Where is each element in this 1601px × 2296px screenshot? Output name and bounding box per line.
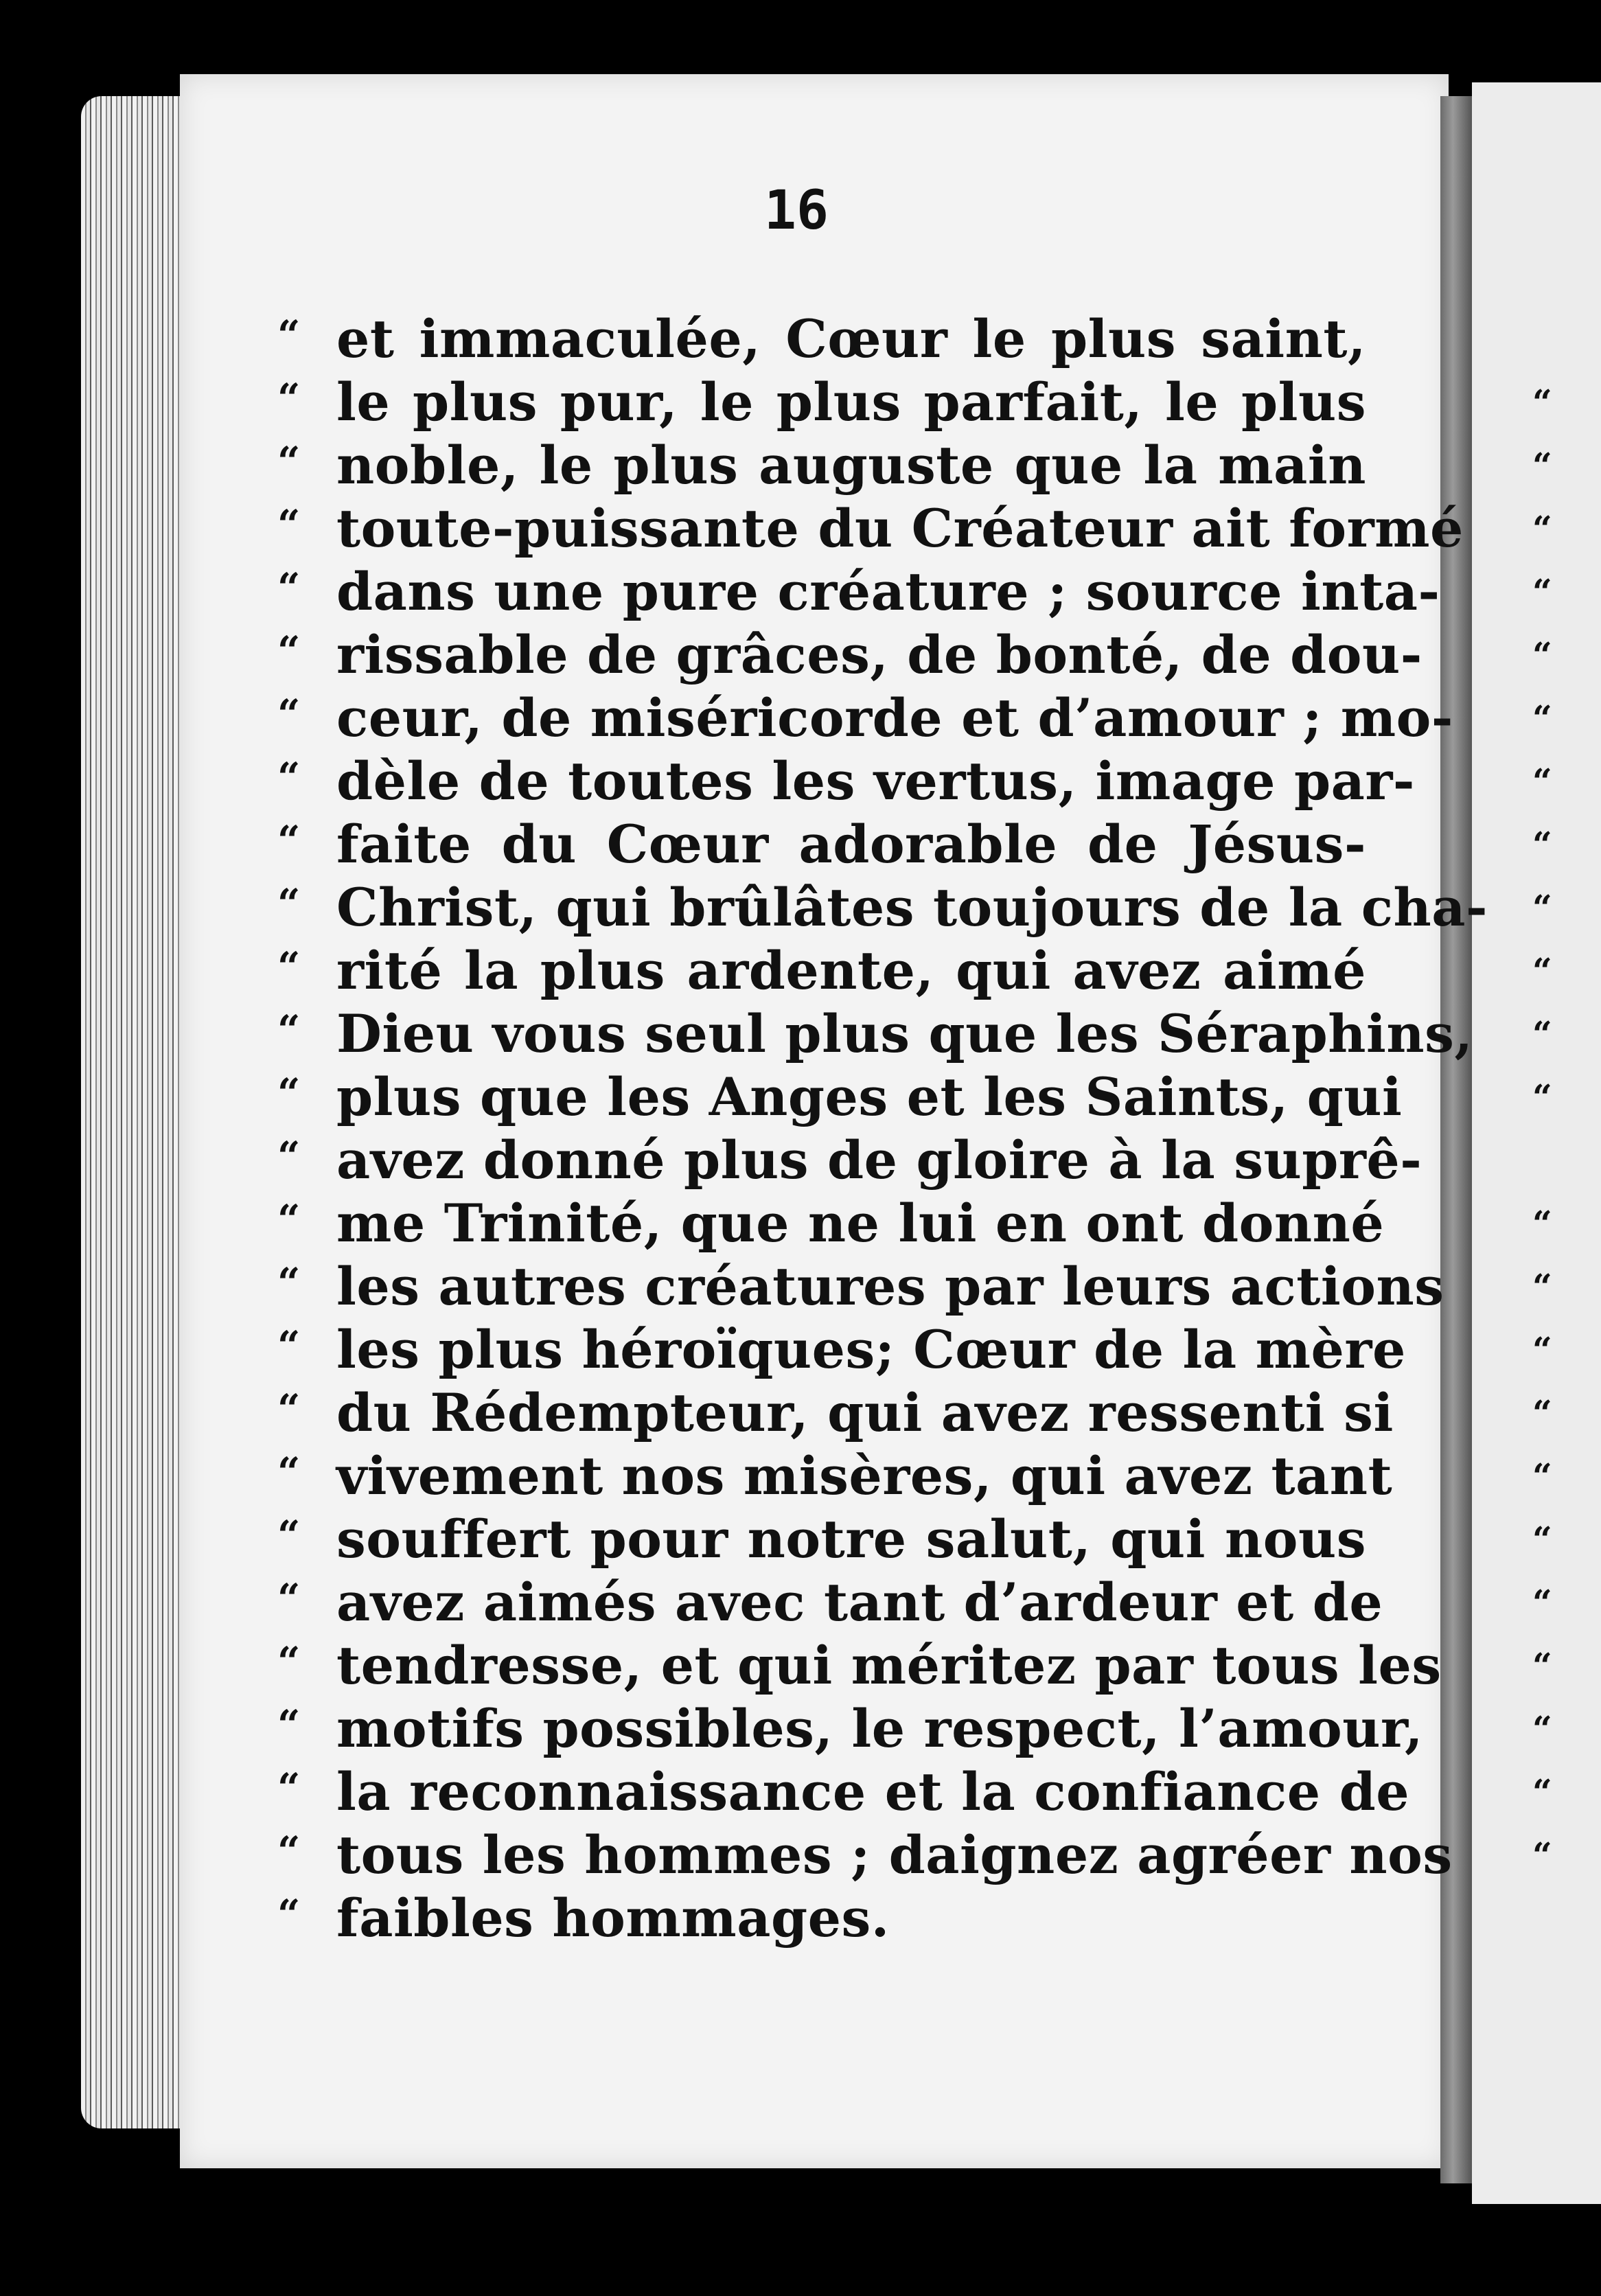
- quote-mark: “: [277, 1007, 301, 1053]
- text-line: “ et immaculée, Cœur le plus saint,: [336, 308, 1366, 371]
- text-line: “ avez aimés avec tant d’ardeur et de: [336, 1571, 1366, 1634]
- quote-mark: “: [277, 375, 301, 422]
- quote-mark: “: [277, 880, 301, 927]
- quote-mark: “: [277, 943, 301, 990]
- quote-mark: “: [277, 438, 301, 485]
- text-line: “ motifs possibles, le respect, l’amour,: [336, 1697, 1366, 1760]
- quote-mark: “: [277, 501, 301, 548]
- text-line: “ les autres créatures par leurs actions: [336, 1255, 1366, 1318]
- text-line: “ tous les hommes ; daignez agréer nos: [336, 1824, 1366, 1887]
- quote-mark: “: [1532, 508, 1552, 549]
- text-line: “ me Trinité, que ne lui en ont donné: [336, 1192, 1366, 1255]
- quote-mark: “: [277, 691, 301, 737]
- text-line: “ le plus pur, le plus parfait, le plus: [336, 371, 1366, 434]
- quote-mark: “: [277, 1512, 301, 1559]
- text-line: “ faite du Cœur adorable de Jésus-: [336, 813, 1366, 876]
- text-line: “ avez donné plus de gloire à la suprê-: [336, 1129, 1366, 1192]
- quote-mark: “: [1532, 1392, 1552, 1433]
- quote-mark: “: [1532, 382, 1552, 422]
- quote-mark: “: [277, 1322, 301, 1369]
- quote-mark: “: [277, 1765, 301, 1811]
- quote-mark: “: [1532, 698, 1552, 738]
- quote-mark: “: [277, 1070, 301, 1116]
- text-line: “ Dieu vous seul plus que les Séraphins,: [336, 1002, 1366, 1066]
- text-line: “ dans une pure créature ; source inta-: [336, 560, 1366, 623]
- text-line: “ plus que les Anges et les Saints, qui: [336, 1066, 1366, 1129]
- quote-mark: “: [277, 1133, 301, 1180]
- quote-mark: “: [277, 1196, 301, 1243]
- text-line: “ ceur, de miséricorde et d’amour ; mo-: [336, 687, 1366, 750]
- text-line: “ tendresse, et qui méritez par tous les: [336, 1634, 1366, 1697]
- quote-mark: “: [1532, 634, 1552, 675]
- text-line: “ faibles hommages.: [336, 1887, 1366, 1950]
- quote-mark: “: [1532, 1645, 1552, 1686]
- quote-mark: “: [277, 312, 301, 358]
- text-line: “ du Rédempteur, qui avez ressenti si: [336, 1381, 1366, 1445]
- text-line: “ les plus héroïques; Cœur de la mère: [336, 1318, 1366, 1381]
- quote-mark: “: [1532, 1582, 1552, 1622]
- text-line: “ la reconnaissance et la confiance de: [336, 1760, 1366, 1824]
- quote-mark: “: [277, 1828, 301, 1874]
- quote-mark: “: [1532, 445, 1552, 485]
- text-line: “ noble, le plus auguste que la main: [336, 434, 1366, 497]
- quote-mark: “: [1532, 1456, 1552, 1496]
- quote-mark: “: [277, 1701, 301, 1748]
- quote-mark: “: [277, 1638, 301, 1685]
- quote-mark: “: [1532, 887, 1552, 928]
- text-line: “ rissable de grâces, de bonté, de dou-: [336, 623, 1366, 687]
- quote-mark: “: [1532, 1077, 1552, 1117]
- quote-mark: “: [277, 564, 301, 611]
- book-page-edges: [81, 96, 191, 2128]
- quote-mark: “: [1532, 1708, 1552, 1749]
- quote-mark: “: [277, 1259, 301, 1306]
- quote-mark: “: [1532, 950, 1552, 991]
- quote-mark: “: [1532, 1013, 1552, 1054]
- quote-mark: “: [1532, 571, 1552, 612]
- text-line: “ toute-puissante du Créateur ait formé: [336, 497, 1366, 560]
- quote-mark: “: [277, 1386, 301, 1432]
- quote-mark: “: [277, 628, 301, 674]
- quote-mark: “: [277, 817, 301, 864]
- prayer-text: [277, 308, 1488, 1950]
- quote-mark: “: [1532, 1771, 1552, 1812]
- quote-mark: “: [1532, 1266, 1552, 1307]
- text-line: “ Christ, qui brûlâtes toujours de la cha-: [336, 876, 1366, 939]
- text-line: “ rité la plus ardente, qui avez aimé: [336, 939, 1366, 1002]
- text-line: “ vivement nos misères, qui avez tant: [336, 1445, 1366, 1508]
- quote-mark: “: [1532, 824, 1552, 864]
- quote-mark: “: [277, 754, 301, 801]
- quote-mark: “: [1532, 1835, 1552, 1875]
- quote-mark: “: [1532, 1329, 1552, 1370]
- quote-mark: “: [1532, 1203, 1552, 1243]
- quote-mark: “: [277, 1575, 301, 1622]
- text-line: “ souffert pour notre salut, qui nous: [336, 1508, 1366, 1571]
- quote-mark: “: [277, 1449, 301, 1495]
- page-number: 16: [764, 180, 829, 242]
- quote-mark: “: [1532, 761, 1552, 801]
- quote-mark: “: [277, 1891, 301, 1938]
- facing-page-quote-marks: [1532, 371, 1574, 1887]
- quote-mark: “: [1532, 1519, 1552, 1559]
- text-line: “ dèle de toutes les vertus, image par-: [336, 750, 1366, 813]
